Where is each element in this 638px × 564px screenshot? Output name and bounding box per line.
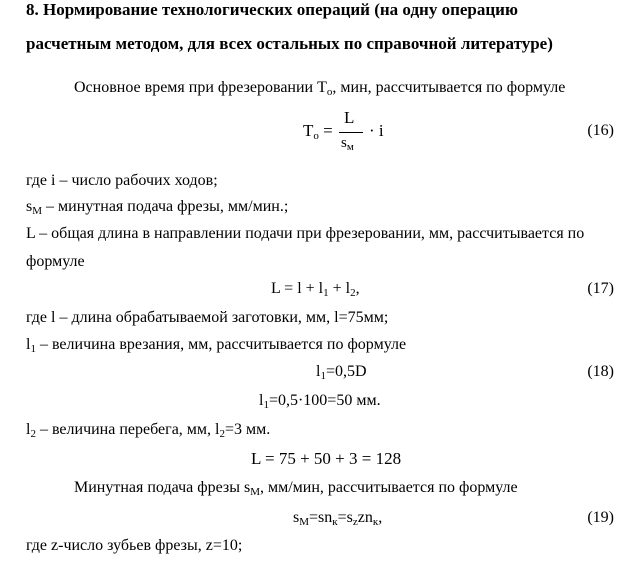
- def-sm: $s_M$ – минутная подача фрезы, мм/мин.;: [26, 198, 289, 217]
- def-l1: $l_1$ – величина врезания, мм, рассчитывается по формуле: [26, 336, 407, 355]
- formula-number-17: (17): [587, 280, 614, 297]
- formula-16: $T_о$ = L $s_м$ · i: [303, 108, 384, 153]
- paragraph-main-time: Основное время при фрезеровании $Т_о$, мин, рассчитывается по формуле: [74, 79, 566, 98]
- calculation-l1: $l_1=0,5\cdot 100=50$ мм.: [259, 392, 381, 411]
- formula-number-16: (16): [587, 122, 614, 139]
- formula-17: $L = l + l_1 + l_2$,: [271, 280, 360, 299]
- formula-number-19: (19): [587, 509, 614, 526]
- def-L-line2: формуле: [26, 253, 85, 270]
- def-l: где l – длина обрабатываемой заготовки, мм, l=75мм;: [26, 309, 389, 326]
- section-heading-line2: расчетным методом, для всех остальных по справочной литературе): [26, 34, 553, 53]
- def-z: где z-число зубьев фрезы, z=10;: [26, 537, 243, 554]
- def-l2: $l_2$ – величина перебега, мм, $l_2=3$ мм.: [26, 421, 271, 440]
- paragraph-feed-rate: Минутная подача фрезы $s_M$, мм/мин, рассчитывается по формуле: [74, 479, 518, 498]
- section-heading-line1: 8. Нормирование технологических операций (на одну операцию: [26, 0, 518, 19]
- formula-19: $s_M=sn_к=s_zzn_к$,: [293, 509, 383, 528]
- formula-number-18: (18): [587, 363, 614, 380]
- calculation-L: L = 75 + 50 + 3 = 128: [251, 449, 402, 468]
- formula-18: $l_1=0,5D$: [316, 363, 367, 382]
- def-i: где i – число рабочих ходов;: [26, 172, 218, 189]
- def-L-line1: L – общая длина в направлении подачи при фрезеровании, мм, рассчитывается по: [26, 225, 585, 242]
